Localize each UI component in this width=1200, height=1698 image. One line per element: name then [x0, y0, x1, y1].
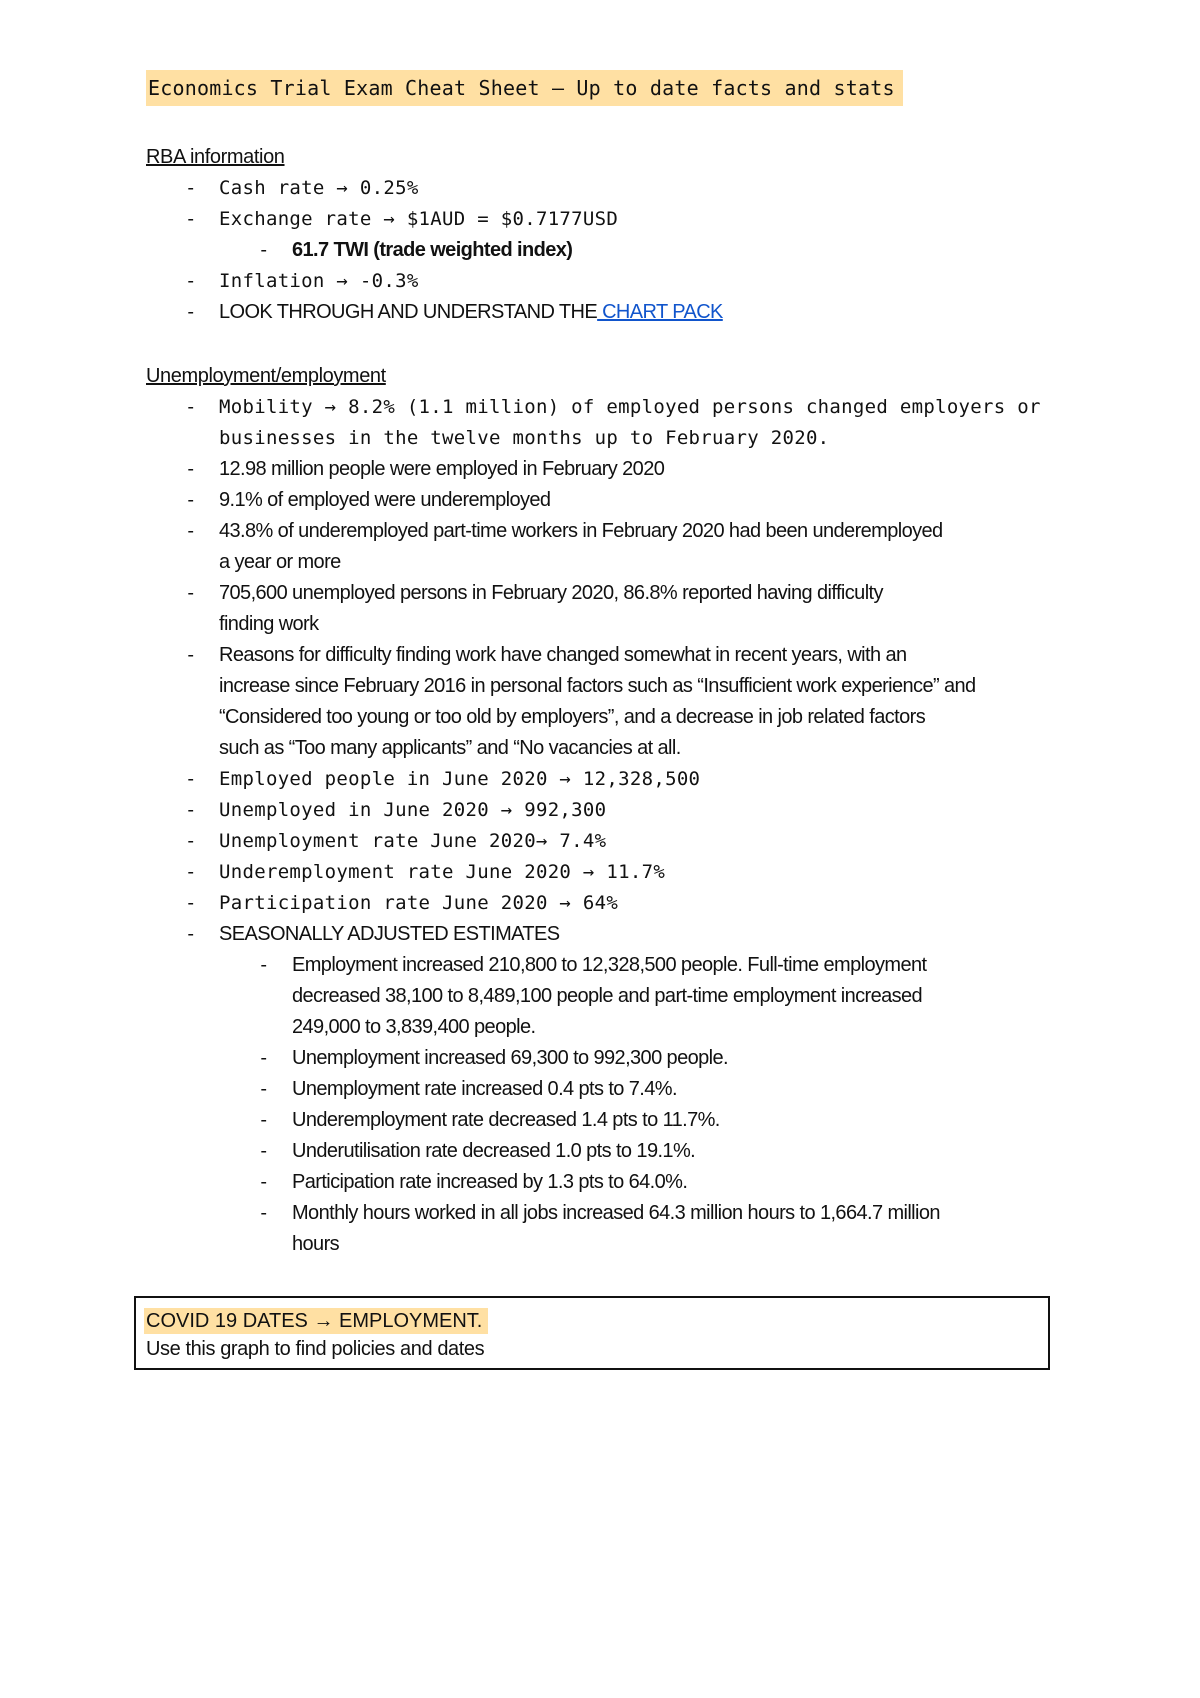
underemployment-rate-text: Underemployment rate June 2020 → 11.7% — [219, 861, 666, 883]
bullet-dash: - — [185, 644, 197, 666]
employed-feb-text: 12.98 million people were employed in February 2020 — [219, 458, 665, 480]
seasonal-employment-line3: 249,000 to 3,839,400 people. — [292, 1016, 536, 1038]
underemployed-pt-line1: 43.8% of underemployed part-time workers in February 2020 had been underemployed — [219, 520, 943, 542]
covid-box — [134, 1296, 1050, 1370]
mobility-text-line2: businesses in the twelve months up to February 2020. — [219, 427, 830, 449]
unemployed-june-text: Unemployed in June 2020 → 992,300 — [219, 799, 607, 821]
bullet-dash: - — [258, 239, 270, 261]
chart-pack-link[interactable]: CHART PACK — [597, 301, 723, 323]
bullet-dash: - — [185, 923, 197, 945]
bullet-dash: - — [185, 582, 197, 604]
mobility-text-line1: Mobility → 8.2% (1.1 million) of employed persons changed employers or — [219, 396, 1041, 418]
bullet-dash: - — [185, 768, 197, 790]
unemployed-feb-line2: finding work — [219, 613, 319, 635]
rba-heading: RBA information — [146, 146, 285, 168]
page-title: Economics Trial Exam Cheat Sheet – Up to date facts and stats — [146, 70, 903, 106]
bullet-dash: - — [185, 301, 197, 323]
bullet-dash: - — [185, 520, 197, 542]
seasonal-hours-line1: Monthly hours worked in all jobs increased 64.3 million hours to 1,664.7 million — [292, 1202, 940, 1224]
twi-text — [292, 239, 572, 262]
exchange-rate-text: Exchange rate → $1AUD = $0.7177USD — [219, 208, 619, 230]
seasonal-employment-line1: Employment increased 210,800 to 12,328,500 people. Full-time employment — [292, 954, 927, 976]
underemployed-pct-text: 9.1% of employed were underemployed — [219, 489, 551, 511]
bullet-dash: - — [185, 396, 197, 418]
underemployed-pt-line2: a year or more — [219, 551, 341, 573]
bullet-dash: - — [185, 830, 197, 852]
bullet-dash: - — [258, 1140, 270, 1162]
bullet-dash: - — [258, 954, 270, 976]
bullet-dash: - — [185, 489, 197, 511]
bullet-dash: - — [258, 1202, 270, 1224]
unemployment-heading: Unemployment/employment — [146, 365, 386, 387]
bullet-dash: - — [185, 799, 197, 821]
bullet-dash: - — [185, 458, 197, 480]
seasonal-employment-line2: decreased 38,100 to 8,489,100 people and part-time employment increased — [292, 985, 923, 1007]
chart-pack-line — [219, 301, 723, 324]
bullet-dash: - — [185, 208, 197, 230]
bullet-dash: - — [185, 270, 197, 292]
bullet-dash: - — [258, 1109, 270, 1131]
seasonal-hours-line2: hours — [292, 1233, 340, 1255]
covid-box-subtitle: Use this graph to find policies and dates — [146, 1338, 485, 1360]
bullet-dash: - — [185, 177, 197, 199]
reasons-line1: Reasons for difficulty finding work have changed somewhat in recent years, with an — [219, 644, 907, 666]
seasonal-heading: SEASONALLY ADJUSTED ESTIMATES — [219, 923, 560, 945]
reasons-line2: increase since February 2016 in personal factors such as “Insufficient work experience” and — [219, 675, 976, 697]
chart-pack-prefix: LOOK THROUGH AND UNDERSTAND THE — [219, 301, 598, 323]
unemployment-rate-text: Unemployment rate June 2020→ 7.4% — [219, 830, 607, 852]
seasonal-unemployment-rate: Unemployment rate increased 0.4 pts to 7.4%. — [292, 1078, 677, 1100]
cash-rate-text: Cash rate → 0.25% — [219, 177, 419, 199]
seasonal-participation-rate: Participation rate increased by 1.3 pts to 64.0%. — [292, 1171, 688, 1193]
bullet-dash: - — [185, 861, 197, 883]
unemployed-feb-line1: 705,600 unemployed persons in February 2020, 86.8% reported having difficulty — [219, 582, 883, 604]
reasons-line4: such as “Too many applicants” and “No vacancies at all. — [219, 737, 681, 759]
seasonal-unemployment: Unemployment increased 69,300 to 992,300 people. — [292, 1047, 728, 1069]
seasonal-underemployment-rate: Underemployment rate decreased 1.4 pts to 11.7%. — [292, 1109, 720, 1131]
participation-rate-text: Participation rate June 2020 → 64% — [219, 892, 619, 914]
seasonal-underutilisation-rate: Underutilisation rate decreased 1.0 pts to 19.1%. — [292, 1140, 696, 1162]
twi-text-bold: 61.7 TWI (trade weighted index) — [292, 239, 573, 261]
inflation-text: Inflation → -0.3% — [219, 270, 419, 292]
bullet-dash: - — [258, 1078, 270, 1100]
bullet-dash: - — [258, 1171, 270, 1193]
covid-box-title: COVID 19 DATES → EMPLOYMENT. — [144, 1308, 488, 1334]
bullet-dash: - — [185, 892, 197, 914]
bullet-dash: - — [258, 1047, 270, 1069]
employed-june-text: Employed people in June 2020 → 12,328,500 — [219, 768, 701, 790]
reasons-line3: “Considered too young or too old by employers”, and a decrease in job related factors — [219, 706, 926, 728]
